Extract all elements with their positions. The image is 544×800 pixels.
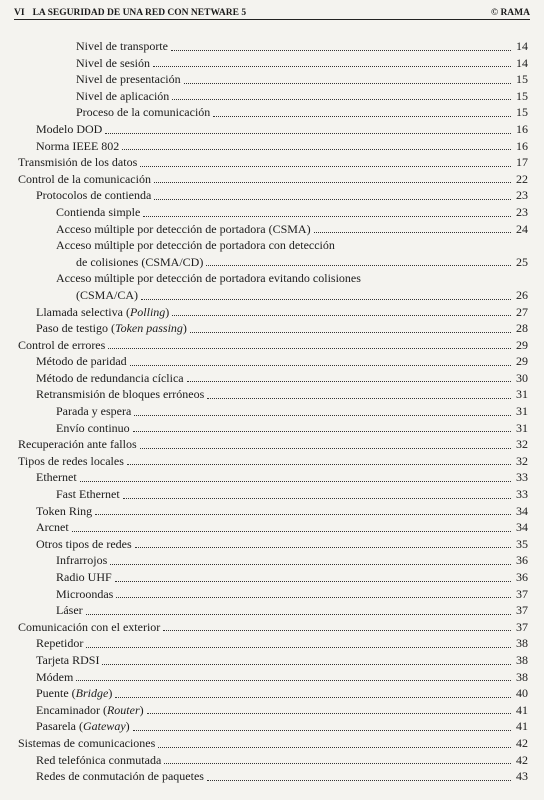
toc-entry-title: Acceso múltiple por detección de portadora (CSMA) <box>56 221 311 236</box>
dot-leader <box>163 630 511 631</box>
toc-entry-page: 26 <box>516 287 528 302</box>
toc-entry-page: 38 <box>516 669 528 684</box>
toc-entry[interactable] <box>18 735 528 752</box>
toc-entry[interactable] <box>18 685 528 702</box>
toc-entry-title: Infrarrojos <box>56 553 108 568</box>
toc-entry-title: Radio UHF <box>56 570 112 584</box>
toc-entry[interactable] <box>18 154 528 171</box>
toc-entry-page: 15 <box>516 88 528 103</box>
toc-entry[interactable] <box>18 436 528 453</box>
dot-leader <box>172 315 511 316</box>
toc-entry-title: Ethernet <box>36 470 77 485</box>
toc-entry[interactable] <box>18 536 528 553</box>
dot-leader <box>172 99 511 100</box>
toc-entry-page: 31 <box>516 420 528 435</box>
toc-entry-title: Repetidor <box>36 636 84 651</box>
toc-entry-page: 31 <box>516 387 528 402</box>
toc-entry[interactable] <box>18 221 528 238</box>
dot-leader <box>158 747 511 748</box>
toc-entry[interactable] <box>18 619 528 636</box>
toc-entry[interactable] <box>18 752 528 769</box>
toc-entry-page: 34 <box>516 503 528 518</box>
toc-entry-title: Retransmisión de bloques erróneos <box>36 387 205 402</box>
toc-entry-title: Llamada selectiva (Polling) <box>36 304 170 319</box>
toc-entry-title: Proceso de la comunicación <box>76 105 211 120</box>
header-book-title: LA SEGURIDAD DE UNA RED CON NETWARE 5 <box>32 8 247 18</box>
toc-entry-page: 38 <box>516 652 528 667</box>
toc-entry[interactable] <box>18 652 528 669</box>
toc-entry-page: 24 <box>516 221 528 236</box>
dot-leader <box>123 498 511 499</box>
toc-entry-title: Nivel de presentación <box>76 72 181 87</box>
toc-entry[interactable] <box>18 320 528 337</box>
dot-leader <box>184 83 511 84</box>
toc-entry[interactable] <box>18 552 528 569</box>
toc-entry[interactable] <box>18 304 528 321</box>
toc-entry-title: Transmisión de los datos <box>18 155 138 170</box>
toc-entry-page: 30 <box>516 370 528 385</box>
toc-entry[interactable] <box>18 718 528 735</box>
toc-entry-page: 14 <box>516 55 528 70</box>
toc-entry[interactable] <box>18 353 528 370</box>
toc-entry[interactable] <box>18 386 528 403</box>
toc-entry[interactable] <box>18 121 528 138</box>
toc-entry[interactable] <box>18 55 528 72</box>
toc-entry-title: Contienda simple <box>56 204 141 219</box>
toc-entry-title: Norma IEEE 802 <box>36 138 120 153</box>
toc-entry-title: Arcnet <box>36 520 69 535</box>
dot-leader <box>207 398 511 399</box>
toc-entry-title: Red telefónica conmutada <box>36 752 162 767</box>
toc-entry[interactable] <box>18 287 528 304</box>
toc-entry-title: Modelo DOD <box>36 121 103 136</box>
toc-entry[interactable] <box>18 204 528 221</box>
toc-entry-page: 32 <box>516 453 528 468</box>
dot-leader <box>95 514 511 515</box>
toc-entry[interactable] <box>18 337 528 354</box>
dot-leader <box>133 730 511 731</box>
toc-entry-title: Módem <box>36 669 74 684</box>
toc-entry-page: 42 <box>516 752 528 767</box>
dot-leader <box>133 431 511 432</box>
toc-entry-title: Envío continuo <box>56 420 130 435</box>
toc-entry[interactable] <box>18 104 528 121</box>
dot-leader <box>213 116 511 117</box>
toc-entry-title: Sistemas de comunicaciones <box>18 735 156 750</box>
toc-entry-title: Método de paridad <box>36 354 127 369</box>
dot-leader <box>134 415 511 416</box>
toc-entry[interactable] <box>18 403 528 420</box>
dot-leader <box>130 365 511 366</box>
toc-entry-page: 36 <box>516 570 528 584</box>
toc-entry[interactable] <box>18 71 528 88</box>
toc-entry[interactable] <box>18 187 528 204</box>
toc-entry-page: 17 <box>516 155 528 170</box>
dot-leader <box>164 763 511 764</box>
toc-entry-page: 41 <box>516 719 528 734</box>
toc-entry-page: 14 <box>516 39 528 53</box>
dot-leader <box>143 216 511 217</box>
running-header <box>14 2 530 20</box>
toc-entry[interactable] <box>18 370 528 387</box>
toc-entry-title: Tarjeta RDSI <box>36 652 100 667</box>
toc-entry-title: Paso de testigo (Token passing) <box>36 321 187 336</box>
toc-entry-title: de colisiones (CSMA/CD) <box>76 254 204 269</box>
dot-leader <box>115 581 511 582</box>
toc-entry-page: 40 <box>516 686 528 701</box>
toc-entry-page: 37 <box>516 619 528 634</box>
toc-entry[interactable] <box>18 420 528 437</box>
header-publisher: © RAMA <box>490 8 530 18</box>
dot-leader <box>153 66 511 67</box>
toc-entry[interactable] <box>18 254 528 271</box>
toc-entry-title: Recuperación ante fallos <box>18 437 137 452</box>
toc-entry-title: Nivel de transporte <box>76 39 168 53</box>
toc-entry-title: Nivel de sesión <box>76 55 150 70</box>
toc-entry-page: 28 <box>516 321 528 336</box>
toc-entry[interactable] <box>18 469 528 486</box>
toc-entry[interactable] <box>18 38 528 55</box>
toc-entry-title: Láser <box>56 603 83 618</box>
toc-entry-title: Nivel de aplicación <box>76 88 170 103</box>
dot-leader <box>140 166 511 167</box>
toc-entry-page: 16 <box>516 121 528 136</box>
header-page-roman: VI <box>14 8 25 18</box>
toc-entry-title: Comunicación con el exterior <box>18 619 161 634</box>
toc-entry-title: Otros tipos de redes <box>36 536 132 551</box>
toc-entry-title: Puente (Bridge) <box>36 686 113 701</box>
dot-leader <box>102 664 511 665</box>
dot-leader <box>72 531 511 532</box>
dot-leader <box>154 199 511 200</box>
toc-entry-title: (CSMA/CA) <box>76 287 139 302</box>
toc-entry-page: 33 <box>516 470 528 485</box>
toc-entry-page: 36 <box>516 553 528 568</box>
toc-entry-page: 25 <box>516 254 528 269</box>
dot-leader <box>86 647 511 648</box>
dot-leader <box>171 50 511 51</box>
toc-entry-page: 16 <box>516 138 528 153</box>
toc-entry-title-line: Acceso múltiple por detección de portadora con detección <box>56 238 335 253</box>
dot-leader <box>207 780 511 781</box>
toc-entry-title: Fast Ethernet <box>56 487 120 502</box>
table-of-contents <box>18 38 528 785</box>
toc-entry[interactable] <box>18 503 528 520</box>
dot-leader <box>115 697 511 698</box>
toc-entry-page: 43 <box>516 769 528 784</box>
dot-leader <box>108 348 511 349</box>
dot-leader <box>122 149 511 150</box>
toc-entry-title: Redes de conmutación de paquetes <box>36 769 204 784</box>
dot-leader <box>141 299 511 300</box>
toc-entry[interactable] <box>18 702 528 719</box>
toc-entry-title: Protocolos de contienda <box>36 188 152 203</box>
dot-leader <box>187 381 511 382</box>
dot-leader <box>140 448 511 449</box>
toc-entry-page: 41 <box>516 702 528 717</box>
toc-entry[interactable] <box>18 768 528 785</box>
toc-entry-page: 37 <box>516 586 528 601</box>
dot-leader <box>76 680 511 681</box>
toc-entry-title-line: Acceso múltiple por detección de portadora evitando colisiones <box>56 271 361 286</box>
toc-entry[interactable] <box>18 88 528 105</box>
toc-entry-page: 23 <box>516 204 528 219</box>
dot-leader <box>154 182 511 183</box>
dot-leader <box>127 464 511 465</box>
toc-entry-title: Pasarela (Gateway) <box>36 719 130 734</box>
toc-entry[interactable] <box>18 586 528 603</box>
toc-entry-title: Método de redundancia cíclica <box>36 370 184 385</box>
dot-leader <box>105 133 511 134</box>
toc-entry-page: 27 <box>516 304 528 319</box>
toc-entry-page: 15 <box>516 72 528 87</box>
toc-entry-page: 34 <box>516 520 528 535</box>
dot-leader <box>206 265 511 266</box>
header-left <box>14 8 254 18</box>
toc-entry-page: 37 <box>516 603 528 618</box>
toc-entry-title: Control de la comunicación <box>18 171 151 186</box>
toc-entry[interactable] <box>18 171 528 188</box>
toc-entry-page: 29 <box>516 354 528 369</box>
toc-entry[interactable] <box>18 569 528 586</box>
toc-entry-page: 22 <box>516 171 528 186</box>
toc-entry-page: 42 <box>516 735 528 750</box>
dot-leader <box>110 564 511 565</box>
toc-entry-title: Control de errores <box>18 337 106 352</box>
toc-entry[interactable] <box>18 602 528 619</box>
toc-entry-title: Parada y espera <box>56 404 132 419</box>
toc-entry-page: 15 <box>516 105 528 120</box>
dot-leader <box>80 481 511 482</box>
dot-leader <box>116 597 511 598</box>
dot-leader <box>190 332 511 333</box>
toc-entry[interactable] <box>18 635 528 652</box>
toc-entry-title: Microondas <box>56 586 114 601</box>
toc-entry-page: 38 <box>516 636 528 651</box>
toc-entry-title: Tipos de redes locales <box>18 453 124 468</box>
dot-leader <box>135 547 511 548</box>
toc-entry-title: Token Ring <box>36 503 93 518</box>
dot-leader <box>314 232 511 233</box>
toc-entry[interactable] <box>18 669 528 686</box>
toc-entry-page: 32 <box>516 437 528 452</box>
toc-entry[interactable] <box>18 138 528 155</box>
toc-entry-page: 29 <box>516 337 528 352</box>
toc-entry-page: 31 <box>516 404 528 419</box>
toc-entry-title: Encaminador (Router) <box>36 702 144 717</box>
toc-entry[interactable] <box>18 453 528 470</box>
dot-leader <box>86 614 511 615</box>
toc-entry-page: 35 <box>516 536 528 551</box>
toc-entry[interactable] <box>18 486 528 503</box>
toc-entry[interactable] <box>18 519 528 536</box>
toc-entry-page: 33 <box>516 487 528 502</box>
dot-leader <box>147 713 511 714</box>
toc-entry-page: 23 <box>516 188 528 203</box>
